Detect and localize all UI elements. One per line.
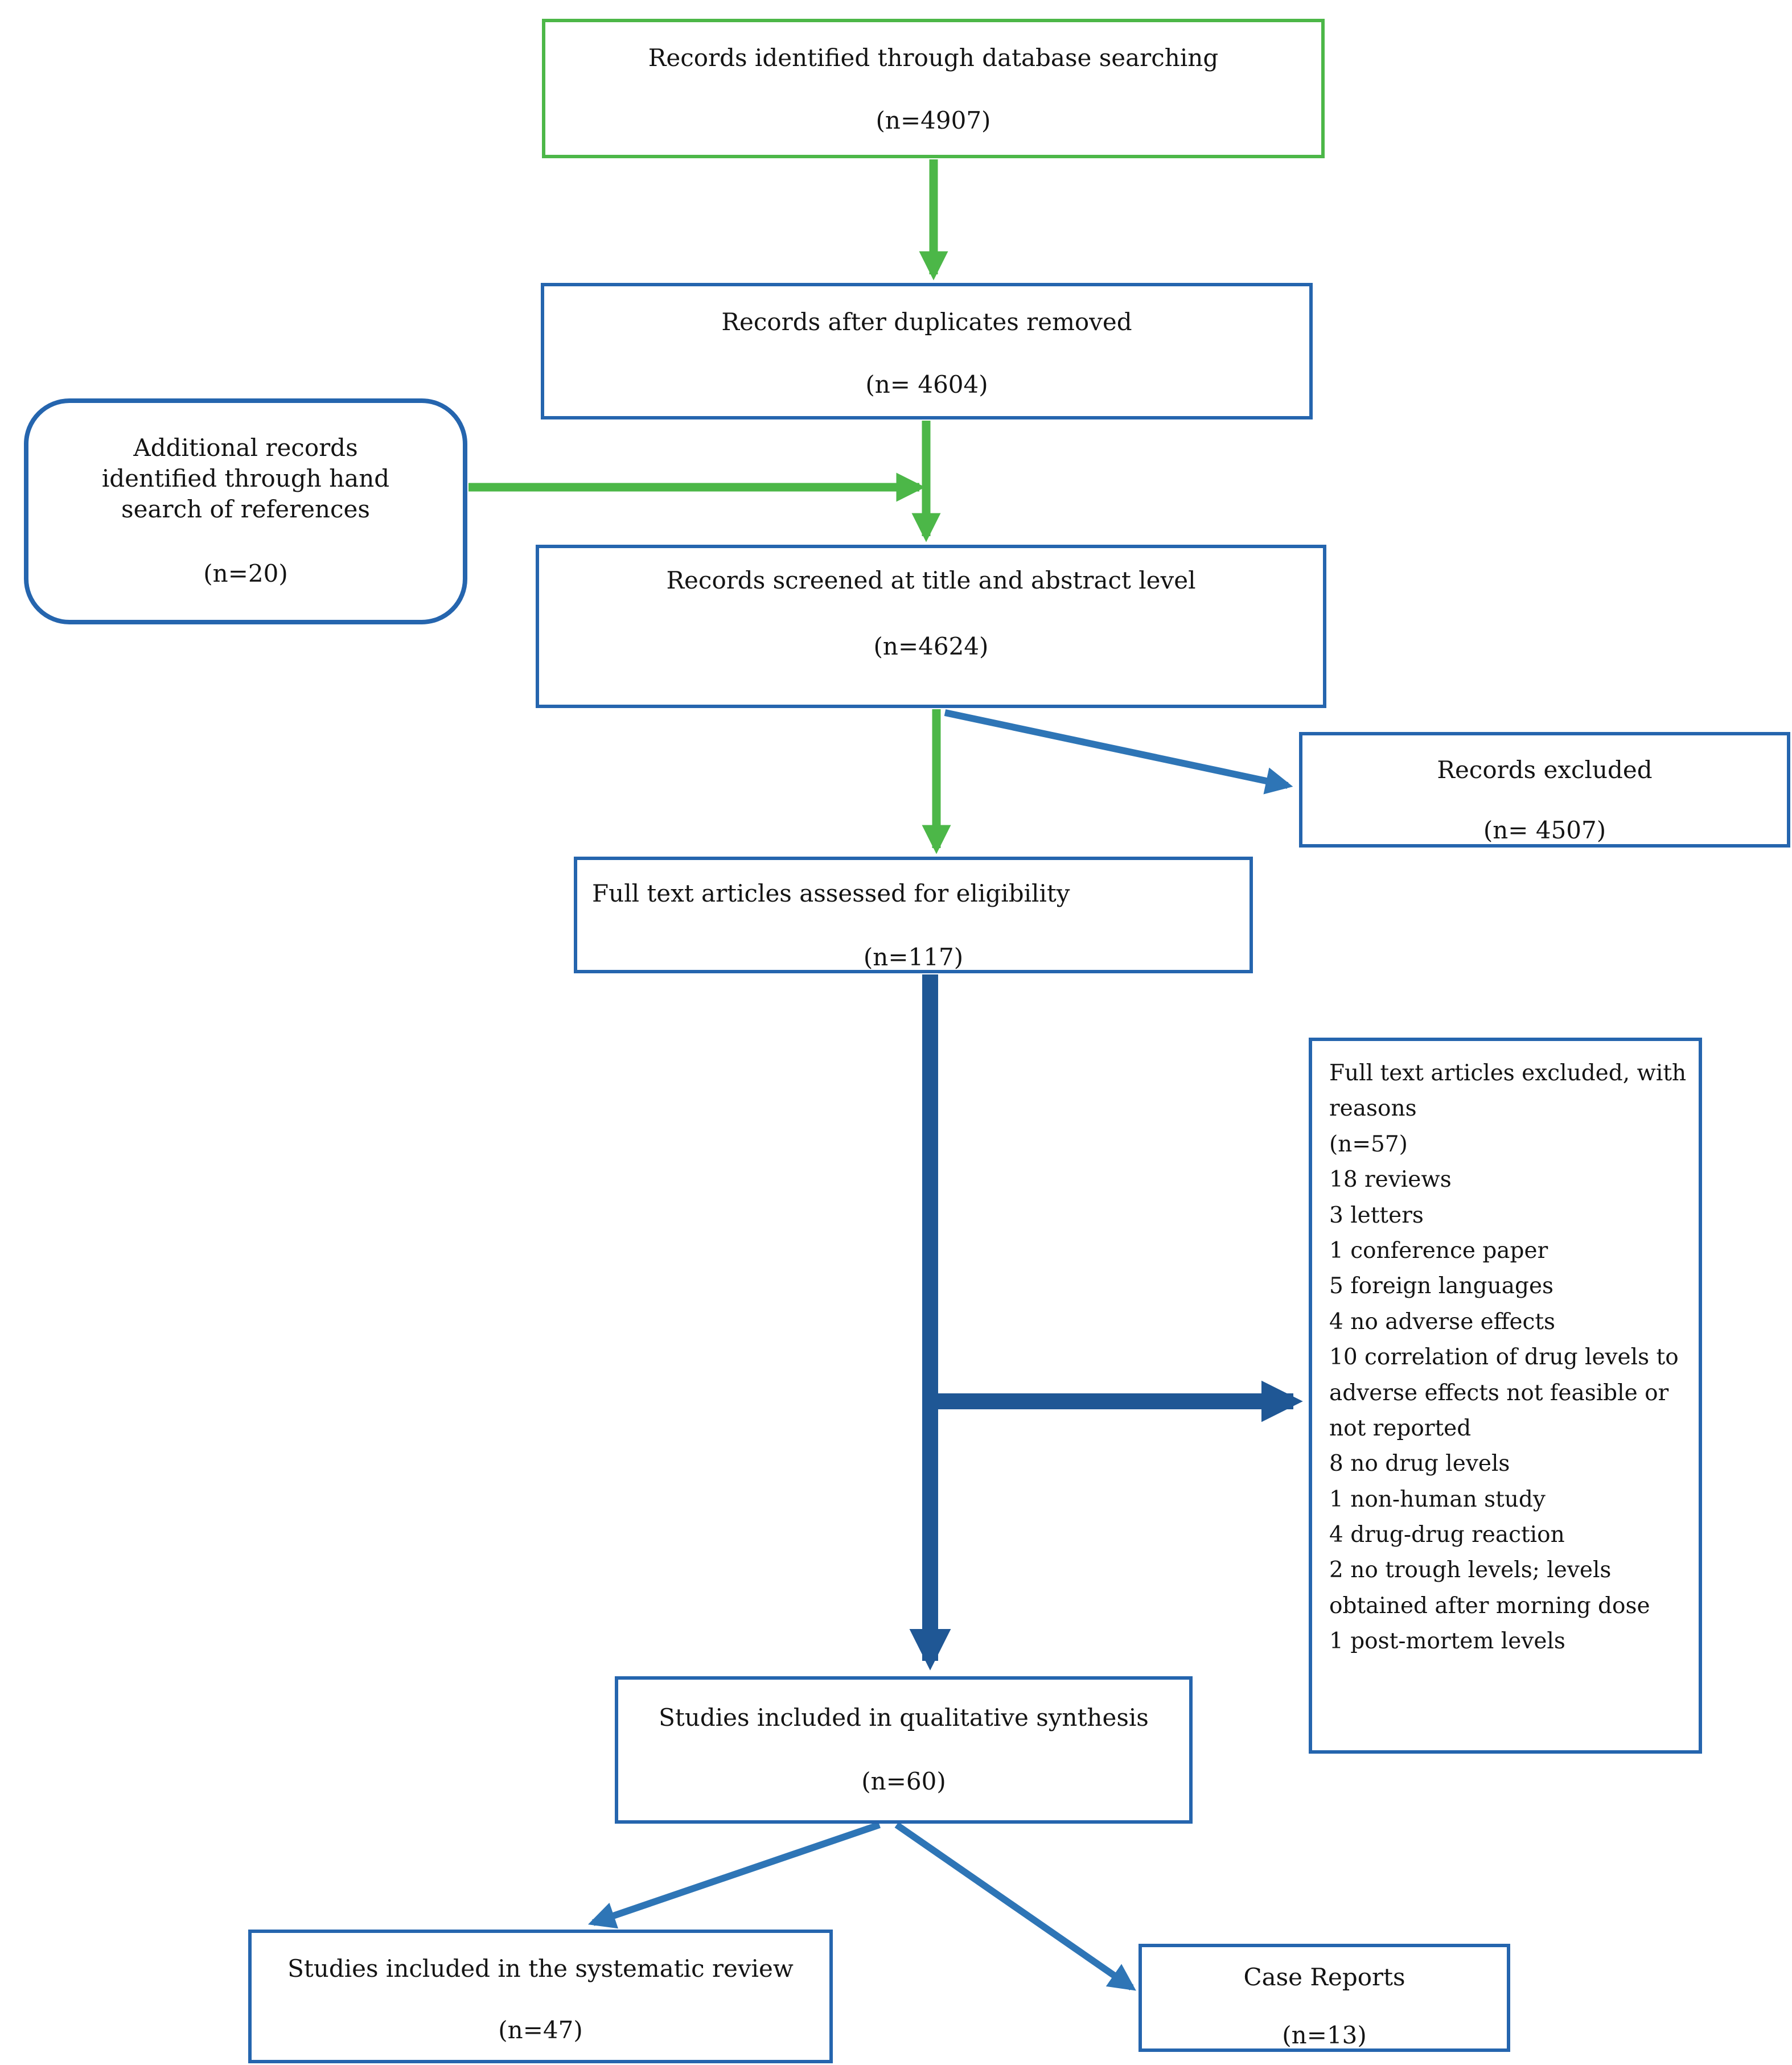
box-records-excluded bbox=[1299, 732, 1790, 848]
reason-item: 2 no trough levels; levels obtained after morning dose bbox=[1329, 1557, 1650, 1619]
box-title: Records after duplicates removed bbox=[721, 308, 1132, 336]
box-count: (n=60) bbox=[861, 1767, 946, 1795]
reason-item: 10 correlation of drug levels to adverse effects not feasible or not reported bbox=[1329, 1344, 1679, 1441]
reason-item: 1 conference paper bbox=[1329, 1237, 1548, 1264]
box-count: (n=4624) bbox=[873, 632, 989, 660]
box-count: (n= 4507) bbox=[1483, 816, 1606, 844]
arrow-screened-to-excluded bbox=[945, 713, 1288, 785]
box-fulltext-excluded-reasons bbox=[1309, 1038, 1702, 1754]
box-count: (n= 4604) bbox=[865, 370, 988, 398]
box-systematic-review bbox=[248, 1930, 833, 2063]
reason-item: 18 reviews bbox=[1329, 1167, 1452, 1193]
box-count: (n=47) bbox=[498, 2015, 583, 2044]
box-case-reports bbox=[1139, 1944, 1510, 2052]
box-count: (n=13) bbox=[1282, 2021, 1367, 2049]
box-title: Records screened at title and abstract level bbox=[666, 566, 1196, 594]
box-title: Studies included in qualitative synthesis bbox=[659, 1704, 1149, 1731]
reason-item: 3 letters bbox=[1329, 1202, 1424, 1228]
arrow-qualitative-to-casereports bbox=[897, 1825, 1132, 1988]
box-title: Case Reports bbox=[1243, 1963, 1405, 1991]
box-count: (n=117) bbox=[863, 943, 964, 971]
reason-item: 8 no drug levels bbox=[1329, 1451, 1510, 1477]
box-title: Additional records identified through hand search of references bbox=[101, 434, 390, 523]
reason-item: 4 no adverse effects bbox=[1329, 1309, 1556, 1335]
box-title: Studies included in the systematic review bbox=[287, 1955, 794, 1982]
reason-item: 1 non-human study bbox=[1329, 1486, 1546, 1512]
box-duplicates-removed bbox=[541, 283, 1313, 419]
reason-item: 1 post-mortem levels bbox=[1329, 1628, 1565, 1655]
box-records-screened bbox=[536, 545, 1326, 708]
box-title: Records identified through database searching bbox=[648, 44, 1219, 72]
box-records-identified bbox=[542, 19, 1325, 158]
box-title: Full text articles excluded, with reasons bbox=[1329, 1060, 1687, 1122]
reason-item: 4 drug-drug reaction bbox=[1329, 1522, 1565, 1548]
box-fulltext-assessed bbox=[574, 857, 1253, 973]
reason-item: 5 foreign languages bbox=[1329, 1273, 1554, 1299]
box-count: (n=4907) bbox=[876, 106, 991, 134]
arrow-qualitative-to-systematic bbox=[593, 1825, 879, 1923]
box-additional-records bbox=[24, 398, 467, 624]
box-count: (n=20) bbox=[203, 560, 288, 588]
box-count: (n=57) bbox=[1329, 1131, 1408, 1157]
box-qualitative-synthesis bbox=[615, 1676, 1193, 1824]
box-title: Records excluded bbox=[1437, 756, 1653, 784]
box-title: Full text articles assessed for eligibility bbox=[592, 879, 1070, 907]
